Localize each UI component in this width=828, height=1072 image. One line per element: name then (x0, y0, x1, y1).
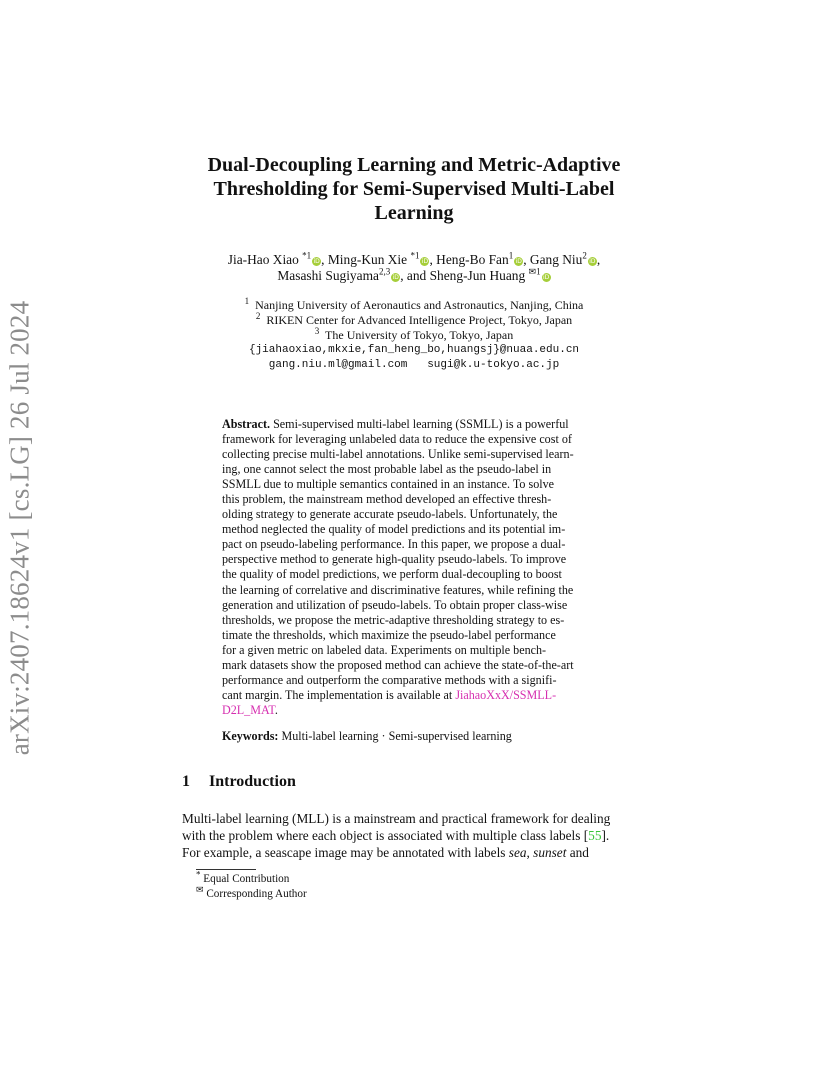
abstract (222, 417, 613, 718)
title-line-3: Learning (374, 202, 454, 224)
author-name: Sheng-Jun Huang (429, 268, 526, 283)
keywords-text: Multi-label learning · Semi-supervised learning (281, 729, 512, 743)
footnote-text: Corresponding Author (206, 887, 307, 900)
author-line-2: Masashi Sugiyama$^{2,3}$iD, and Sheng-Jun Huang $^{✉1}$iD (277, 266, 550, 283)
author-name: Jia-Hao Xiao (227, 252, 299, 267)
abstract-line: pact on pseudo-labeling performance. In this paper, we propose a dual- (222, 537, 566, 552)
affiliation-text: The University of Tokyo, Tokyo, Japan (325, 328, 514, 342)
intro-text: ]. (601, 828, 610, 843)
keywords-label: Keywords: (222, 729, 279, 743)
abstract-text: cant margin. The implementation is available at (222, 687, 453, 702)
arxiv-stamp-text: arXiv:2407.18624v1 [cs.LG] 26 Jul 2024 (4, 300, 35, 756)
label-sea: sea (508, 845, 527, 860)
footnote-mark: ✉ (196, 883, 204, 894)
abstract-line: ing, one cannot select the most probable label as the pseudo-label in (222, 462, 552, 477)
title-line-2: Thresholding for Semi-Supervised Multi-Label (213, 178, 615, 200)
author-mark: ✉1 (528, 266, 541, 277)
section-title: Introduction (209, 773, 296, 790)
author-and: and (406, 268, 427, 283)
affiliation-number: 2 (255, 311, 261, 321)
author-mark: 2,3 (378, 266, 391, 277)
section-number: 1 (182, 773, 190, 790)
footnote-2 (196, 883, 307, 902)
intro-text: and (569, 845, 589, 860)
author-line-1: Jia-Hao Xiao $^{*1}$iD, Ming-Kun Xie $^{*1}$iD, Heng-Bo Fan$^1$iD, Gang Niu$^2$iD, (227, 250, 601, 267)
abstract-line: perspective method to generate high-quality pseudo-labels. To improve (222, 552, 567, 567)
intro-paragraph (182, 810, 638, 861)
email[interactable]: sugi@k.u-tokyo.ac.jp (427, 359, 560, 371)
author-mark: *1 (302, 250, 312, 261)
repo-link[interactable]: JiahaoXxX/SSMLL- (455, 687, 557, 702)
intro-line (182, 827, 638, 844)
author-mark: 1 (508, 250, 514, 261)
intro-text: For example, a seascape image may be annotated with labels (182, 845, 506, 860)
footnote-rule (196, 869, 256, 870)
author-name: Ming-Kun Xie (327, 252, 408, 267)
abstract-line: collecting precise multi-label annotations. Unlike semi-supervised learn- (222, 447, 574, 462)
abstract-end: . (274, 702, 278, 717)
abstract-line: generation and utilization of pseudo-labels. To obtain proper class-wise (222, 597, 568, 612)
orcid-icon[interactable]: iD (515, 258, 522, 265)
affiliation-text: RIKEN Center for Advanced Intelligence Project, Tokyo, Japan (266, 313, 573, 327)
abstract-line: SSMLL due to multiple semantics contained in an instance. To solve (222, 477, 555, 492)
paper-title (180, 153, 648, 225)
author-name: Masashi Sugiyama (277, 268, 379, 283)
abstract-line: performance and outperform the comparative methods with a signifi- (222, 672, 557, 687)
orcid-icon[interactable]: iD (313, 258, 320, 265)
abstract-line: the quality of model predictions, we perform dual-decoupling to boost (222, 567, 562, 582)
repo-link-continued[interactable]: D2L_MAT (222, 702, 275, 717)
title-line-1: Dual-Decoupling Learning and Metric-Adaptive (207, 154, 621, 176)
orcid-icon[interactable]: iD (421, 258, 429, 265)
orcid-icon[interactable]: iD (542, 274, 550, 281)
email-line-2 (190, 358, 638, 373)
affiliation-3 (190, 328, 638, 343)
footnotes (196, 869, 307, 901)
orcid-icon[interactable]: iD (589, 258, 596, 265)
intro-line: Multi-label learning (MLL) is a mainstream and practical framework for dealing (182, 811, 611, 826)
abstract-line (222, 417, 613, 432)
abstract-line: framework for leveraging unlabeled data to reduce the expensive cost of (222, 432, 572, 447)
footnote-text: Equal Contribution (203, 873, 290, 885)
author-mark: 2 (582, 250, 587, 261)
abstract-line: the learning of correlative and discriminative features, while refining the (222, 582, 574, 597)
author-list (190, 252, 638, 284)
section-heading (182, 773, 296, 791)
email-line-1[interactable]: {jiahaoxiao,mkxie,fan_heng_bo,huangsj}@nuaa.edu.cn (248, 344, 580, 356)
affiliation-text: Nanjing University of Aeronautics and Astronautics, Nanjing, China (255, 298, 584, 312)
email[interactable]: gang.niu.ml@gmail.com (268, 359, 408, 371)
citation-link[interactable]: 55 (588, 828, 602, 843)
footnote-mark: * (196, 869, 201, 880)
abstract-line: timate the thresholds, which maximize the pseudo-label performance (222, 627, 556, 642)
intro-text: with the problem where each object is associated with multiple class labels [ (182, 828, 589, 843)
author-name: Heng-Bo Fan (436, 252, 509, 267)
abstract-line: mark datasets show the proposed method can achieve the state-of-the-art (222, 657, 574, 672)
orcid-icon[interactable]: iD (392, 274, 399, 281)
intro-line: For example, a seascape image may be annotated with labels sea, sunset and (182, 845, 589, 860)
author-name: Gang Niu (529, 252, 583, 267)
abstract-line: this problem, the mainstream method developed an effective thresh- (222, 492, 552, 507)
abstract-label: Abstract. (222, 417, 271, 431)
abstract-line: method neglected the quality of model predictions and its potential im- (222, 522, 566, 537)
label-sunset: sunset (533, 845, 567, 860)
abstract-line (222, 703, 613, 718)
abstract-line: olding strategy to generate accurate pseudo-labels. Unfortunately, the (222, 507, 558, 522)
abstract-line (222, 688, 613, 703)
keywords (222, 729, 613, 744)
abstract-line: for a given metric on labeled data. Experiments on multiple bench- (222, 642, 547, 657)
affiliation-number: 1 (244, 296, 250, 306)
abstract-text: Semi-supervised multi-label learning (SSMLL) is a powerful (273, 417, 569, 431)
footnote-1 (196, 869, 307, 887)
author-mark: *1 (410, 250, 420, 261)
affiliation-2 (190, 313, 638, 328)
affiliation-number: 3 (314, 326, 320, 336)
abstract-line: thresholds, we propose the metric-adaptive thresholding strategy to es- (222, 612, 565, 627)
affiliations (190, 298, 638, 373)
